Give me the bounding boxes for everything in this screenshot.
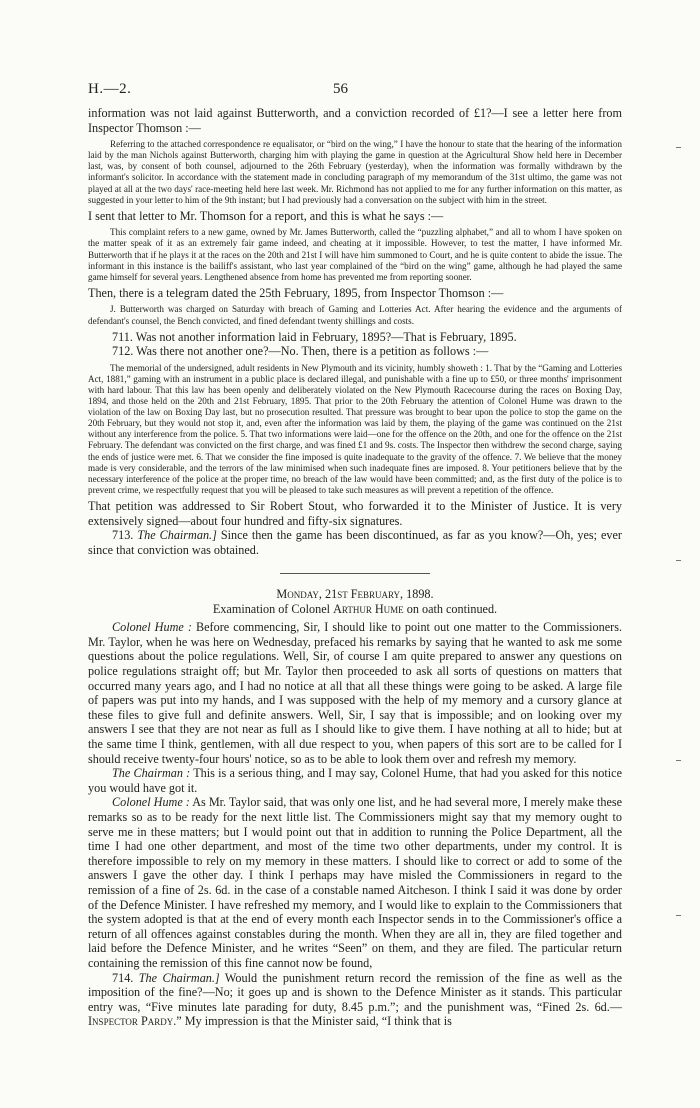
question-text: Since then the game has been discontinued, as far as you know?—Oh, yes; ever since that conviction was obtained. (88, 528, 622, 557)
testimony-paragraph (88, 795, 622, 970)
testimony-text: As Mr. Taylor said, that was only one list, and he had several more, I merely make these remarks so as to be ready for the next little list. The Commissioners might say that my memory ought to serve me in these matters; but I would point out that in addition to running the Police Department, all the time I had one other department, and most of the time two other departments, under my control. It is therefore impossible to rely on my memory in these matters. I should like to correct or add to some of the answers I gave the other day. I think I perhaps may have misled the Commissioners in regard to the remission of a fine of 2s. 6d. in the case of a constable named Aitcheson. I think I said it was done by order of the Defence Minister. I have refreshed my memory, and I would like to explain to the Commissioners that the system adopted is that at the end of every month each Inspector sends in to the Commissioner's office a return of all offences against constables during the month. When they are all in, they are filed together and laid before the Defence Minister, and he writes “Seen” on them, and they are filed. The particular return containing the remission of this fine cannot now be found, (88, 795, 623, 970)
header-code: H.—2. (88, 81, 132, 97)
examination-suffix: on oath continued. (403, 602, 498, 617)
testimony-paragraph (88, 620, 622, 766)
examination-prefix: Examination of Colonel (212, 602, 334, 617)
question-number: 713. (112, 528, 134, 543)
page-number: 56 (333, 81, 348, 97)
speaker: The Chairman.] (138, 970, 220, 985)
quoted-report: This complaint refers to a new game, owned by Mr. James Butterworth, called the “puzzling alphabet,” and all to whom I have spoken on the matter speak of it as an extremely fair game indeed, and cheating at it impossible. However, to test the matter, I have informed Mr. Butterworth that if he plays it at the races on the 20th and 21st I will have him summoned to Court, and he is quite content to abide the issue. The informant in this instance is the bailiff's assistant, who last year complained of the “bird on the wing” game, although he had played the same game himself for several years. Lengthened absence from home has prevented me from reporting sooner. (88, 227, 622, 282)
question-text: Would the punishment return record the remission of the fine as well as the imposition of the fine?—No; it goes up and is shown to the Defence Minister as it stands. This particular entry was, “Five minutes late parading for duty, 8.45 p.m.”; and the punishment was, “Fined 2s. 6d.— (88, 970, 622, 1014)
inspector-name: Inspector Pardy (88, 1014, 174, 1029)
margin-mark (676, 147, 681, 148)
quoted-petition: The memorial of the undersigned, adult residents in New Plymouth and its vicinity, humbly showeth : 1. That by the “Gaming and Lotteries Act, 1881,” gaming with an instrument in a public place is declared illegal, and punishable with a fine up to £50, or three months' imprisonment with hard labour. That this law has been openly and deliberately violated on the New Plymouth Racecourse during the races on Boxing Day, 1894, and those held on the 20th and 21st February, 1895. That prior to the 20th February the attention of Colonel Hume was drawn to the violation of the law on Boxing Day last, but no prosecution resulted. That pressure was brought to bear upon the police to stop the game on the 20th February, but they would not stop it, and, even after the information was laid by them, the playing of the game was continued on the 21st without any interference from the police. 5. That two informations were laid—one for the offence on the 20th, and one for the offence on the 21st February. The defendant was convicted on the first charge, and was fined £1 and 9s. costs. The Inspector then withdrew the second charge, saying the ends of justice were met. 6. That we consider the fine imposed is quite inadequate to the gravity of the offence. 7. We believe that the money made is very considerable, and the terrors of the law minimised when such inadequate fines are imposed. 8. Your petitioners believe that by the necessary interference of the police at the proper time, no breach of the law would have been committed; and, as the first duty of the police is to prevent crime, we respectfully request that you will be pleased to take such measures as will prevent a repetition of the offence. (88, 362, 622, 495)
question-714 (88, 971, 622, 1029)
speaker: Colonel Hume : (112, 795, 190, 810)
margin-mark (676, 915, 681, 916)
section-divider (280, 573, 430, 574)
margin-mark (676, 560, 681, 561)
margin-mark (676, 760, 681, 761)
question-713 (88, 528, 622, 557)
page-body (88, 106, 622, 1029)
speaker: The Chairman : (112, 766, 191, 781)
paragraph: I sent that letter to Mr. Thomson for a report, and this is what he says :— (88, 208, 444, 223)
question-712: 712. Was there not another one?—No. Then, there is a petition as follows :— (112, 344, 489, 359)
testimony-text: This is a serious thing, and I may say, Colonel Hume, that had you asked for this notice you would have got it. (88, 766, 622, 795)
quoted-telegram: J. Butterworth was charged on Saturday with breach of Gaming and Lotteries Act. After hearing the evidence and the arguments of defendant's counsel, the Bench convicted, and fined defendant twenty shillings and costs. (88, 304, 622, 326)
question-711: 711. Was not another information laid in February, 1895?—That is February, 1895. (112, 329, 517, 344)
examination-heading (88, 602, 622, 617)
paragraph: Then, there is a telegram dated the 25th February, 1895, from Inspector Thomson :— (88, 285, 504, 300)
paragraph: information was not laid against Butterworth, and a conviction recorded of £1?—I see a letter here from Inspector Thomson :— (88, 106, 622, 135)
testimony-text: Before commencing, Sir, I should like to point out one matter to the Commissioners. Mr. Taylor, when he was here on Wednesday, prefaced his remarks by saying that he wanted to ask me some questions about the police regulations. Well, Sir, of course I am quite prepared to answer any questions on police regulations straight off; but Mr. Taylor then proceeded to ask all sorts of questions on matters that occurred many years ago, and I had no notice at all that all these things were going to be asked. A large file of papers was put into my hands, and I was supposed with the help of my memory and a cursory glance at these files to give full and definite answers. Well, Sir, I say that is impossible; and on looking over my answers I see that they are not near as full as I should like to give them. I have nothing at all to hide; but at the same time I think, gentlemen, with all due respect to you, when papers of this sort are to be called for I should receive twenty-four hours' notice, so as to be able to look them over and refresh my memory. (88, 620, 622, 766)
speaker: The Chairman.] (137, 528, 217, 543)
session-date-heading: Monday, 21st February, 1898. (276, 587, 434, 602)
testimony-paragraph (88, 766, 622, 795)
question-text-end: .” My impression is that the Minister said, “I think that is (173, 1014, 452, 1029)
quoted-letter: Referring to the attached correspondence re equalisator, or “bird on the wing,” I have the honour to state that the hearing of the information laid by the man Nichols against Butterworth, charging him with playing the game in question at the Agricultural Show held here in December last, was, by consent of both counsel, adjourned to the 26th February (yesterday), when the information was formally withdrawn by the informant's solicitor. In accordance with the statement made in concluding paragraph of my memorandum of the 31st ultimo, the game was not played at all at the two days' race-meeting held here last week. Mr. Richmond has not applied to me for any further information on this matter, as suggested in your letter to him of the 9th instant; but I had previously had a conversation on the subject with him in the street. (88, 139, 622, 205)
witness-name: Arthur Hume (333, 602, 404, 617)
paragraph: That petition was addressed to Sir Robert Stout, who forwarded it to the Minister of Justice. It is very extensively signed—about four hundred and fifty-six signatures. (88, 498, 622, 528)
speaker: Colonel Hume : (112, 620, 192, 635)
question-number: 714. (112, 970, 134, 985)
